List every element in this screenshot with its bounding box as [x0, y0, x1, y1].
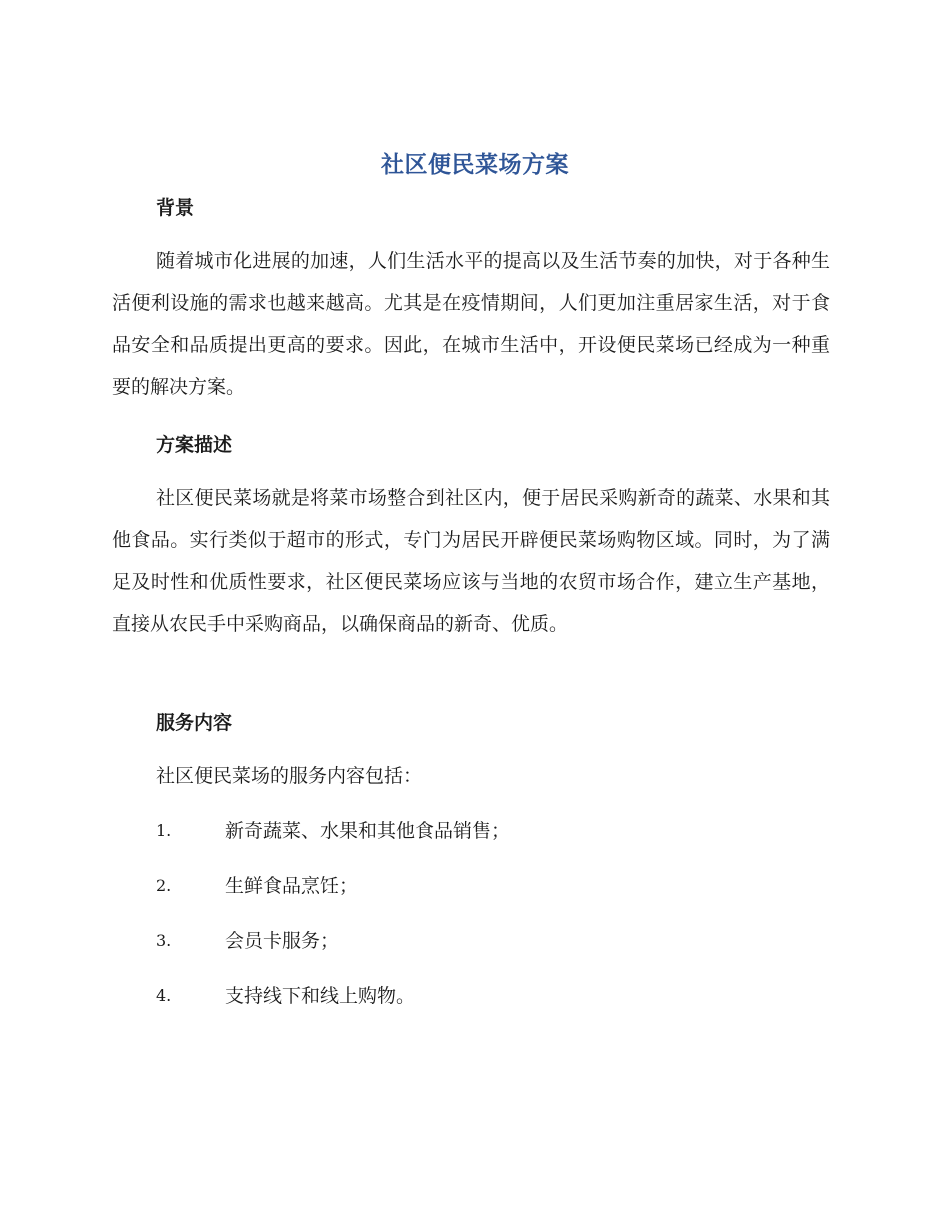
- section-heading-plan-description: 方案描述: [156, 434, 233, 456]
- list-item-number: 1.: [156, 821, 172, 840]
- list-item-text: 支持线下和线上购物。: [225, 985, 416, 1007]
- services-intro: 社区便民菜场的服务内容包括：: [156, 765, 423, 787]
- document-title: 社区便民菜场方案: [381, 152, 569, 178]
- section-heading-services: 服务内容: [156, 712, 233, 734]
- list-item-number: 4.: [156, 986, 172, 1005]
- list-item-text: 新奇蔬菜、水果和其他食品销售；: [225, 820, 511, 842]
- list-item-number: 2.: [156, 876, 172, 895]
- list-item-number: 3.: [156, 931, 172, 950]
- list-item-text: 会员卡服务；: [225, 930, 340, 952]
- section-paragraph-background: 随着城市化进展的加速，人们生活水平的提高以及生活节奏的加快，对于各种生活便利设施的需求也越来越高。尤其是在疫情期间，人们更加注重居家生活，对于食品安全和品质提出更高的要求。因此，在城市生活中，开设便民菜场已经成为一种重要的解决方案。: [112, 250, 830, 398]
- section-paragraph-plan-description: 社区便民菜场就是将菜市场整合到社区内，便于居民采购新奇的蔬菜、水果和其他食品。实行类似于超市的形式，专门为居民开辟便民菜场购物区域。同时，为了满足及时性和优质性要求，社区便民菜场应该与当地的农贸市场合作，建立生产基地，直接从农民手中采购商品，以确保商品的新奇、优质。: [112, 487, 830, 635]
- list-item-text: 生鲜食品烹饪；: [225, 875, 359, 897]
- section-heading-background: 背景: [156, 197, 195, 219]
